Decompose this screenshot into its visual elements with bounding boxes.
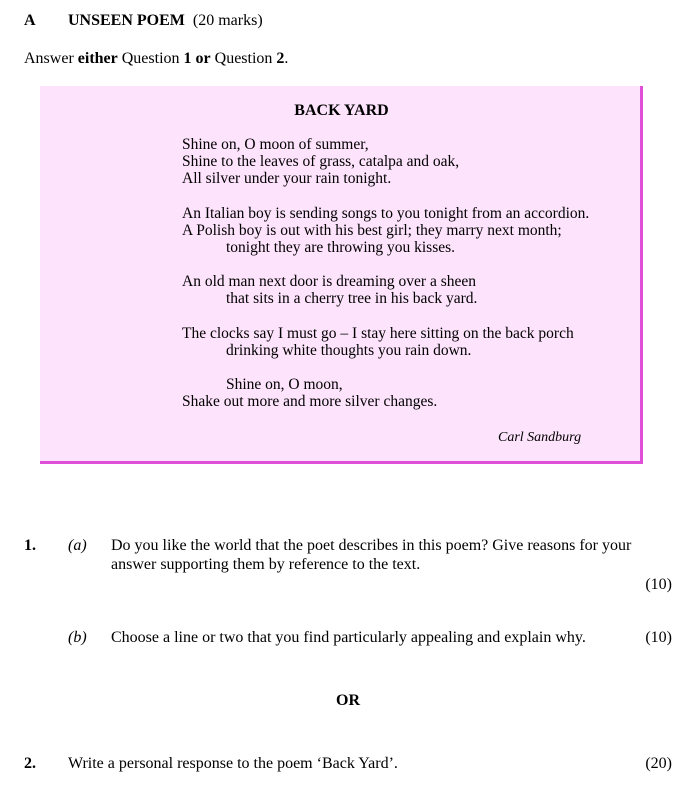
or-divider: OR bbox=[336, 692, 360, 709]
poem-box bbox=[40, 86, 643, 464]
instruction-suffix: . bbox=[284, 50, 289, 67]
poem-line: Shine to the leaves of grass, catalpa and oak, bbox=[182, 153, 460, 170]
question-2-text: Write a personal response to the poem ‘Back Yard’. bbox=[68, 755, 398, 772]
poem-line: tonight they are throwing you kisses. bbox=[226, 239, 456, 256]
question-1a-text-line2: answer supporting them by reference to the text. bbox=[111, 556, 421, 573]
poem-line: An Italian boy is sending songs to you tonight from an accordion. bbox=[182, 205, 590, 222]
poem-title: BACK YARD bbox=[294, 102, 389, 119]
question-1a-label: (a) bbox=[68, 537, 87, 554]
section-title bbox=[68, 12, 263, 30]
question-1b-marks: (10) bbox=[645, 629, 672, 646]
question-1b-text: Choose a line or two that you find particularly appealing and explain why. bbox=[111, 629, 586, 646]
poem-line: A Polish boy is out with his best girl; they marry next month; bbox=[182, 222, 562, 239]
section-marks: (20 marks) bbox=[192, 12, 263, 29]
instruction-question1: Question bbox=[117, 50, 184, 67]
poem-line: An old man next door is dreaming over a sheen bbox=[182, 273, 476, 290]
question-1a-marks: (10) bbox=[645, 576, 672, 593]
instruction-prefix: Answer bbox=[24, 50, 78, 67]
poem-line: The clocks say I must go – I stay here sitting on the back porch bbox=[182, 325, 574, 342]
instruction-or: or bbox=[191, 50, 211, 67]
poem-line: drinking white thoughts you rain down. bbox=[226, 342, 472, 359]
question-1a-text-line1: Do you like the world that the poet describes in this poem? Give reasons for your bbox=[111, 537, 632, 554]
instruction-either: either bbox=[77, 50, 118, 67]
poem-line: All silver under your rain tonight. bbox=[182, 170, 392, 187]
question-1-number: 1. bbox=[24, 537, 36, 554]
question-1b-label: (b) bbox=[68, 629, 87, 646]
section-title-text: UNSEEN POEM bbox=[68, 12, 185, 29]
poem-author: Carl Sandburg bbox=[498, 430, 582, 445]
instruction-q1-num: 1 bbox=[183, 50, 192, 67]
poem-line: Shine on, O moon, bbox=[226, 376, 343, 393]
question-2-marks: (20) bbox=[645, 755, 672, 772]
question-2-number: 2. bbox=[24, 755, 36, 772]
instruction bbox=[24, 50, 288, 68]
poem-line: Shake out more and more silver changes. bbox=[182, 393, 438, 410]
instruction-q2-num: 2 bbox=[276, 50, 285, 67]
poem-line: Shine on, O moon of summer, bbox=[182, 136, 369, 153]
instruction-question2: Question bbox=[210, 50, 277, 67]
poem-line: that sits in a cherry tree in his back yard. bbox=[226, 290, 478, 307]
section-letter: A bbox=[24, 12, 36, 29]
